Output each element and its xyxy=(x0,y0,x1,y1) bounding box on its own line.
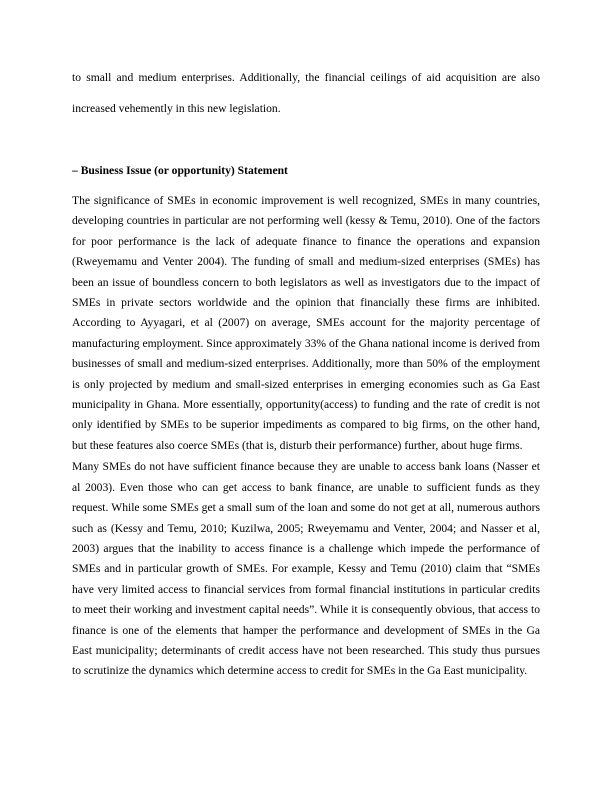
section-heading: – Business Issue (or opportunity) Statement xyxy=(72,164,288,177)
document-page xyxy=(72,62,540,682)
body-paragraph-2: Many SMEs do not have sufficient finance because they are unable to access bank loans (Nasser et al 2003). Even those who can get access to bank finance, are unable to sufficient funds as they request. While some SMEs get a small sum of the loan and some do not get at all, numerous authors such as (Kessy and Temu, 2010; Kuzilwa, 2005; Rweyemamu and Venter, 2004; and Nasser et al, 2003) argues that the inability to access finance is a challenge which impede the performance of SMEs and in particular growth of SMEs. For example, Kessy and Temu (2010) claim that “SMEs have very limited access to financial services from formal financial institutions in particular credits to meet their working and investment capital needs”. While it is consequently obvious, that access to finance is one of the elements that hamper the performance and development of SMEs in the Ga East municipality; determinants of credit access have not been researched. This study thus pursues to scrutinize the dynamics which determine access to credit for SMEs in the Ga East municipality. xyxy=(72,460,540,678)
intro-paragraph: to small and medium enterprises. Additionally, the financial ceilings of aid acquisition are also increased vehemently in this new legislation. xyxy=(72,71,540,115)
body-paragraph-1: The significance of SMEs in economic improvement is well recognized, SMEs in many countries, developing countries in particular are not performing well (kessy & Temu, 2010). One of the factors for poor performance is the lack of adequate finance to finance the operations and expansion (Rweyemamu and Venter 2004). The funding of small and medium-sized enterprises (SMEs) has been an issue of boundless concern to both legislators as well as investigators due to the impact of SMEs in private sectors worldwide and the opinion that financially these firms are inhibited. According to Ayyagari, et al (2007) on average, SMEs account for the majority percentage of manufacturing employment. Since approximately 33% of the Ghana national income is derived from businesses of small and medium-sized enterprises. Additionally, more than 50% of the employment is only projected by medium and small-sized enterprises in emerging economies such as Ga East municipality in Ghana. More essentially, opportunity(access) to funding and the rate of credit is not only identified by SMEs to be superior impediments as compared to big firms, on the other hand, but these features also coerce SMEs (that is, disturb their performance) further, about huge firms. xyxy=(72,194,540,452)
